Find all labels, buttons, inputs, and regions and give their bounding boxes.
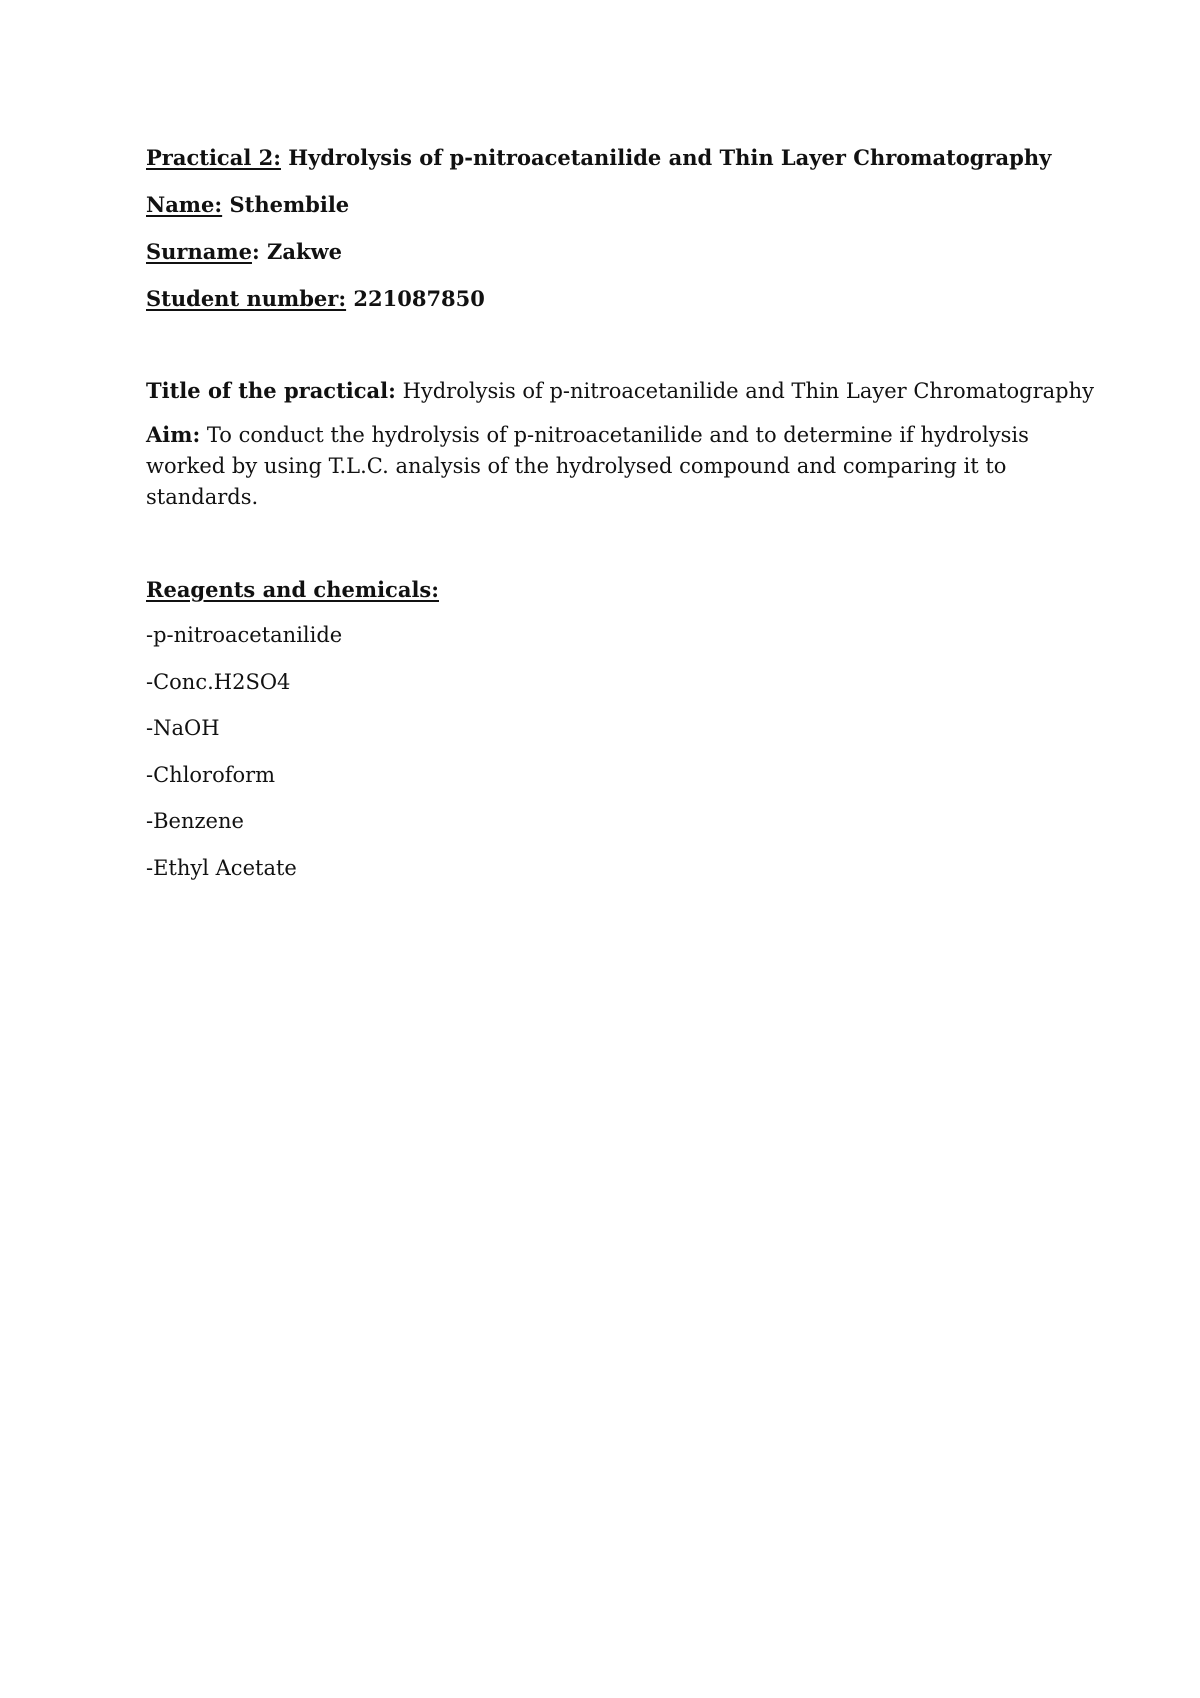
surname-value: Zakwe xyxy=(259,239,342,264)
title-label: Title of the practical: xyxy=(146,378,396,403)
student-number-label: Student number: xyxy=(146,286,347,311)
reagents-heading: Reagents and chemicals: xyxy=(146,577,439,602)
document-page xyxy=(146,142,1094,899)
title-value: Hydrolysis of p-nitroacetanilide and Thin Layer Chromatography xyxy=(395,379,1094,403)
aim-label: Aim: xyxy=(146,422,201,447)
reagent-list xyxy=(146,620,1066,884)
surname-label: Surname xyxy=(146,239,252,264)
surname-colon: : xyxy=(251,239,260,264)
name-label: Name: xyxy=(146,192,223,217)
list-item: -Benzene xyxy=(146,809,244,833)
list-item: -NaOH xyxy=(146,716,220,740)
list-item: -Ethyl Acetate xyxy=(146,855,297,880)
list-item: -p-nitroacetanilide xyxy=(146,623,343,647)
surname-line xyxy=(146,236,1066,267)
aim-value: To conduct the hydrolysis of p-nitroacetanilide and to determine if hydrolysis worked by using T.L.C. analysis of the hydrolysed compound and comparing it to standards. xyxy=(146,423,1029,509)
student-number-line xyxy=(146,283,1066,314)
practical-title: Hydrolysis of p-nitroacetanilide and Thin Layer Chromatography xyxy=(280,145,1052,170)
title-line xyxy=(146,375,1094,407)
student-number-value: 221087850 xyxy=(346,286,485,311)
name-line xyxy=(146,189,1066,220)
practical-heading xyxy=(146,142,1066,173)
list-item: -Conc.H2SO4 xyxy=(146,669,291,694)
practical-label: Practical 2: xyxy=(146,145,281,170)
name-value: Sthembile xyxy=(222,192,350,217)
aim-paragraph xyxy=(146,419,1066,513)
list-item: -Chloroform xyxy=(146,762,276,787)
